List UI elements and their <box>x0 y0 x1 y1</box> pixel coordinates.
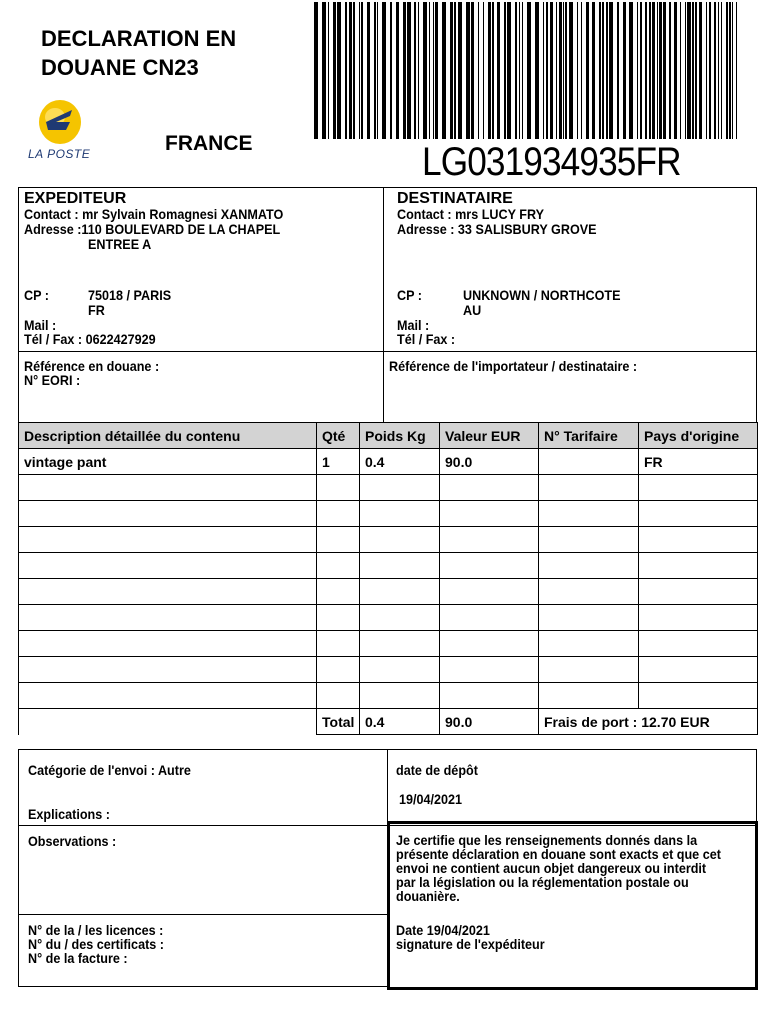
customs-reference: Référence en douane : <box>24 358 160 374</box>
barcode-bar <box>565 2 567 139</box>
item-quantity <box>317 657 360 683</box>
recipient-heading: DESTINATAIRE <box>397 190 513 207</box>
sender-address-2: ENTREE A <box>88 236 152 252</box>
barcode-bar <box>454 2 456 139</box>
barcode-bar <box>645 2 647 139</box>
item-value: 90.0 <box>440 449 539 475</box>
barcode-bar <box>709 2 711 139</box>
item-quantity <box>317 475 360 501</box>
item-quantity <box>317 553 360 579</box>
barcode-bar <box>442 2 446 139</box>
header-weight: Poids Kg <box>360 423 440 449</box>
barcode-bar <box>403 2 406 139</box>
barcode-bar <box>390 2 392 139</box>
certification-line-3: envoi ne contient aucun objet dangereux ou interdit <box>396 860 707 876</box>
item-description <box>19 683 317 709</box>
barcode-bar <box>328 2 329 139</box>
certificates-line: N° du / des certificats : <box>28 936 164 952</box>
table-row <box>19 501 758 527</box>
item-weight <box>360 657 440 683</box>
barcode-bar <box>732 2 733 139</box>
total-weight: 0.4 <box>360 709 440 735</box>
header-tariff: N° Tarifaire <box>539 423 639 449</box>
barcode-bar <box>550 2 553 139</box>
barcode-bar <box>433 2 434 139</box>
recipient-country: AU <box>463 302 482 318</box>
item-description <box>19 605 317 631</box>
item-tariff <box>539 579 639 605</box>
item-origin <box>639 553 758 579</box>
barcode-bar <box>718 2 719 139</box>
item-value <box>440 527 539 553</box>
item-weight <box>360 527 440 553</box>
barcode-bar <box>726 2 728 139</box>
barcode-bar <box>652 2 655 139</box>
explanations-label: Explications : <box>28 806 110 822</box>
item-quantity <box>317 579 360 605</box>
barcode-bar <box>458 2 462 139</box>
barcode-bar <box>359 2 360 139</box>
item-origin <box>639 579 758 605</box>
barcode-bar <box>497 2 500 139</box>
barcode-bar <box>602 2 604 139</box>
item-value <box>440 475 539 501</box>
barcode-bar <box>699 2 702 139</box>
header-quantity: Qté <box>317 423 360 449</box>
barcode-bar <box>535 2 539 139</box>
barcode-bar <box>586 2 589 139</box>
observations-box <box>18 825 388 915</box>
item-tariff <box>539 605 639 631</box>
barcode-bar <box>629 2 633 139</box>
item-weight <box>360 501 440 527</box>
barcode-bar <box>353 2 355 139</box>
barcode-bar <box>314 2 318 139</box>
item-quantity <box>317 527 360 553</box>
totals-row <box>19 709 758 735</box>
barcode-bar <box>423 2 427 139</box>
table-row <box>19 553 758 579</box>
deposit-date: 19/04/2021 <box>399 791 463 807</box>
barcode-bar <box>609 2 613 139</box>
invoice-line: N° de la facture : <box>28 950 128 966</box>
item-weight <box>360 553 440 579</box>
item-tariff <box>539 683 639 709</box>
item-quantity <box>317 605 360 631</box>
table-row <box>19 683 758 709</box>
barcode-bar <box>450 2 453 139</box>
observations-label: Observations : <box>28 833 117 849</box>
table-row <box>19 475 758 501</box>
item-value <box>440 579 539 605</box>
certification-line-4: par la législation ou la réglementation postale ou <box>396 874 689 890</box>
barcode-bar <box>349 2 352 139</box>
item-tariff <box>539 449 639 475</box>
table-row <box>19 631 758 657</box>
item-tariff <box>539 501 639 527</box>
item-origin <box>639 501 758 527</box>
item-description: vintage pant <box>19 449 317 475</box>
barcode-bar <box>374 2 376 139</box>
barcode-bar <box>581 2 582 139</box>
item-weight <box>360 631 440 657</box>
barcode-bar <box>396 2 399 139</box>
recipient-cp-label: CP : <box>397 287 422 303</box>
barcode-bar <box>466 2 470 139</box>
barcode-bar <box>556 2 557 139</box>
item-origin: FR <box>639 449 758 475</box>
total-value: 90.0 <box>440 709 539 735</box>
item-weight <box>360 475 440 501</box>
barcode-bar <box>418 2 419 139</box>
barcode-bar <box>543 2 544 139</box>
customs-reference-box <box>18 351 384 423</box>
table-row <box>19 527 758 553</box>
importer-reference-box <box>383 351 757 423</box>
licences-line: N° de la / les licences : <box>28 922 164 938</box>
barcode <box>314 2 737 139</box>
item-description <box>19 657 317 683</box>
logo-text: LA POSTE <box>28 147 91 161</box>
certification-line-5: douanière. <box>396 888 460 904</box>
item-description <box>19 553 317 579</box>
barcode-bar <box>640 2 642 139</box>
barcode-bar <box>695 2 697 139</box>
item-value <box>440 501 539 527</box>
barcode-bar <box>623 2 626 139</box>
country-label: FRANCE <box>165 132 253 155</box>
sender-heading: EXPEDITEUR <box>24 190 127 207</box>
barcode-bar <box>657 2 658 139</box>
barcode-bar <box>617 2 619 139</box>
item-tariff <box>539 657 639 683</box>
certification-date: Date 19/04/2021 <box>396 922 490 938</box>
category-box <box>18 749 388 826</box>
deposit-date-label: date de dépôt <box>396 762 478 778</box>
barcode-bar <box>706 2 707 139</box>
recipient-contact: Contact : mrs LUCY FRY <box>397 206 545 222</box>
table-row <box>19 579 758 605</box>
item-quantity: 1 <box>317 449 360 475</box>
barcode-bar <box>577 2 578 139</box>
item-origin <box>639 657 758 683</box>
certification-line-1: Je certifie que les renseignements donnés dans la <box>396 832 698 848</box>
barcode-bar <box>337 2 341 139</box>
table-row <box>19 449 758 475</box>
importer-reference: Référence de l'importateur / destinataire : <box>389 358 638 374</box>
sender-tel: Tél / Fax : 0622427929 <box>24 331 156 347</box>
barcode-bar <box>333 2 336 139</box>
title-line-2: DOUANE CN23 <box>41 55 199 80</box>
sender-box <box>18 187 384 352</box>
certification-box <box>387 821 758 990</box>
recipient-box <box>383 187 757 352</box>
barcode-bar <box>522 2 523 139</box>
barcode-bar <box>407 2 411 139</box>
item-weight <box>360 605 440 631</box>
barcode-bar <box>736 2 737 139</box>
barcode-bar <box>659 2 662 139</box>
barcode-bar <box>429 2 430 139</box>
item-description <box>19 631 317 657</box>
barcode-bar <box>504 2 506 139</box>
barcode-bar <box>527 2 531 139</box>
sender-country: FR <box>88 302 105 318</box>
barcode-bar <box>714 2 716 139</box>
barcode-bar <box>559 2 562 139</box>
barcode-bar <box>483 2 484 139</box>
barcode-bar <box>345 2 347 139</box>
barcode-bar <box>674 2 677 139</box>
item-description <box>19 501 317 527</box>
item-value <box>440 605 539 631</box>
item-quantity <box>317 501 360 527</box>
header-origin: Pays d'origine <box>639 423 758 449</box>
item-description <box>19 579 317 605</box>
item-weight: 0.4 <box>360 449 440 475</box>
item-origin <box>639 683 758 709</box>
barcode-bar <box>471 2 474 139</box>
shipping-cost: Frais de port : 12.70 EUR <box>539 709 758 735</box>
document-title <box>41 24 236 82</box>
barcode-bar <box>680 2 681 139</box>
item-origin <box>639 527 758 553</box>
barcode-bar <box>685 2 686 139</box>
item-description <box>19 475 317 501</box>
header-value: Valeur EUR <box>440 423 539 449</box>
certification-line-2: présente déclaration en douane sont exacts et que cet <box>396 846 721 862</box>
barcode-bar <box>649 2 651 139</box>
item-weight <box>360 683 440 709</box>
barcode-bar <box>687 2 691 139</box>
sender-mail: Mail : <box>24 317 57 333</box>
item-value <box>440 657 539 683</box>
table-row <box>19 657 758 683</box>
barcode-bar <box>729 2 731 139</box>
barcode-bar <box>361 2 363 139</box>
barcode-bar <box>322 2 326 139</box>
goods-header-row <box>19 423 758 449</box>
cn23-form <box>18 187 757 987</box>
barcode-bar <box>382 2 386 139</box>
barcode-bar <box>367 2 370 139</box>
licences-box <box>18 914 388 987</box>
item-weight <box>360 579 440 605</box>
recipient-address: Adresse : 33 SALISBURY GROVE <box>397 221 597 237</box>
barcode-bar <box>599 2 601 139</box>
sender-cp-value: 75018 / PARIS <box>88 287 172 303</box>
barcode-bar <box>563 2 564 139</box>
barcode-bar <box>488 2 491 139</box>
barcode-bar <box>515 2 517 139</box>
barcode-bar <box>507 2 511 139</box>
item-description <box>19 527 317 553</box>
barcode-bar <box>546 2 548 139</box>
item-origin <box>639 475 758 501</box>
title-line-1: DECLARATION EN <box>41 26 237 51</box>
category-label: Catégorie de l'envoi : Autre <box>28 762 191 778</box>
barcode-bar <box>377 2 378 139</box>
sender-cp-label: CP : <box>24 287 49 303</box>
item-tariff <box>539 527 639 553</box>
barcode-bar <box>592 2 595 139</box>
goods-table <box>18 422 758 735</box>
sender-signature-label: signature de l'expéditeur <box>396 936 545 952</box>
item-value <box>440 631 539 657</box>
barcode-bar <box>663 2 666 139</box>
barcode-bar <box>478 2 479 139</box>
barcode-bar <box>669 2 671 139</box>
item-quantity <box>317 631 360 657</box>
sender-address-1: Adresse :110 BOULEVARD DE LA CHAPEL <box>24 221 281 237</box>
item-value <box>440 553 539 579</box>
eori-number: N° EORI : <box>24 372 81 388</box>
recipient-tel: Tél / Fax : <box>397 331 456 347</box>
barcode-bar <box>721 2 722 139</box>
recipient-cp-value: UNKNOWN / NORTHCOTE <box>463 287 621 303</box>
barcode-bar <box>637 2 638 139</box>
header-description: Description détaillée du contenu <box>19 423 317 449</box>
item-quantity <box>317 683 360 709</box>
recipient-mail: Mail : <box>397 317 430 333</box>
barcode-bar <box>519 2 520 139</box>
barcode-bar <box>414 2 416 139</box>
barcode-bar <box>692 2 694 139</box>
totals-spacer <box>19 709 317 735</box>
tracking-number: LG031934935FR <box>422 140 681 184</box>
deposit-box <box>387 749 757 826</box>
item-value <box>440 683 539 709</box>
sender-contact: Contact : mr Sylvain Romagnesi XANMATO <box>24 206 284 222</box>
item-tariff <box>539 631 639 657</box>
barcode-bar <box>606 2 608 139</box>
total-label: Total <box>317 709 360 735</box>
item-origin <box>639 605 758 631</box>
barcode-bar <box>492 2 494 139</box>
barcode-bar <box>435 2 438 139</box>
item-origin <box>639 631 758 657</box>
barcode-bar <box>569 2 573 139</box>
table-row <box>19 605 758 631</box>
item-tariff <box>539 553 639 579</box>
item-tariff <box>539 475 639 501</box>
